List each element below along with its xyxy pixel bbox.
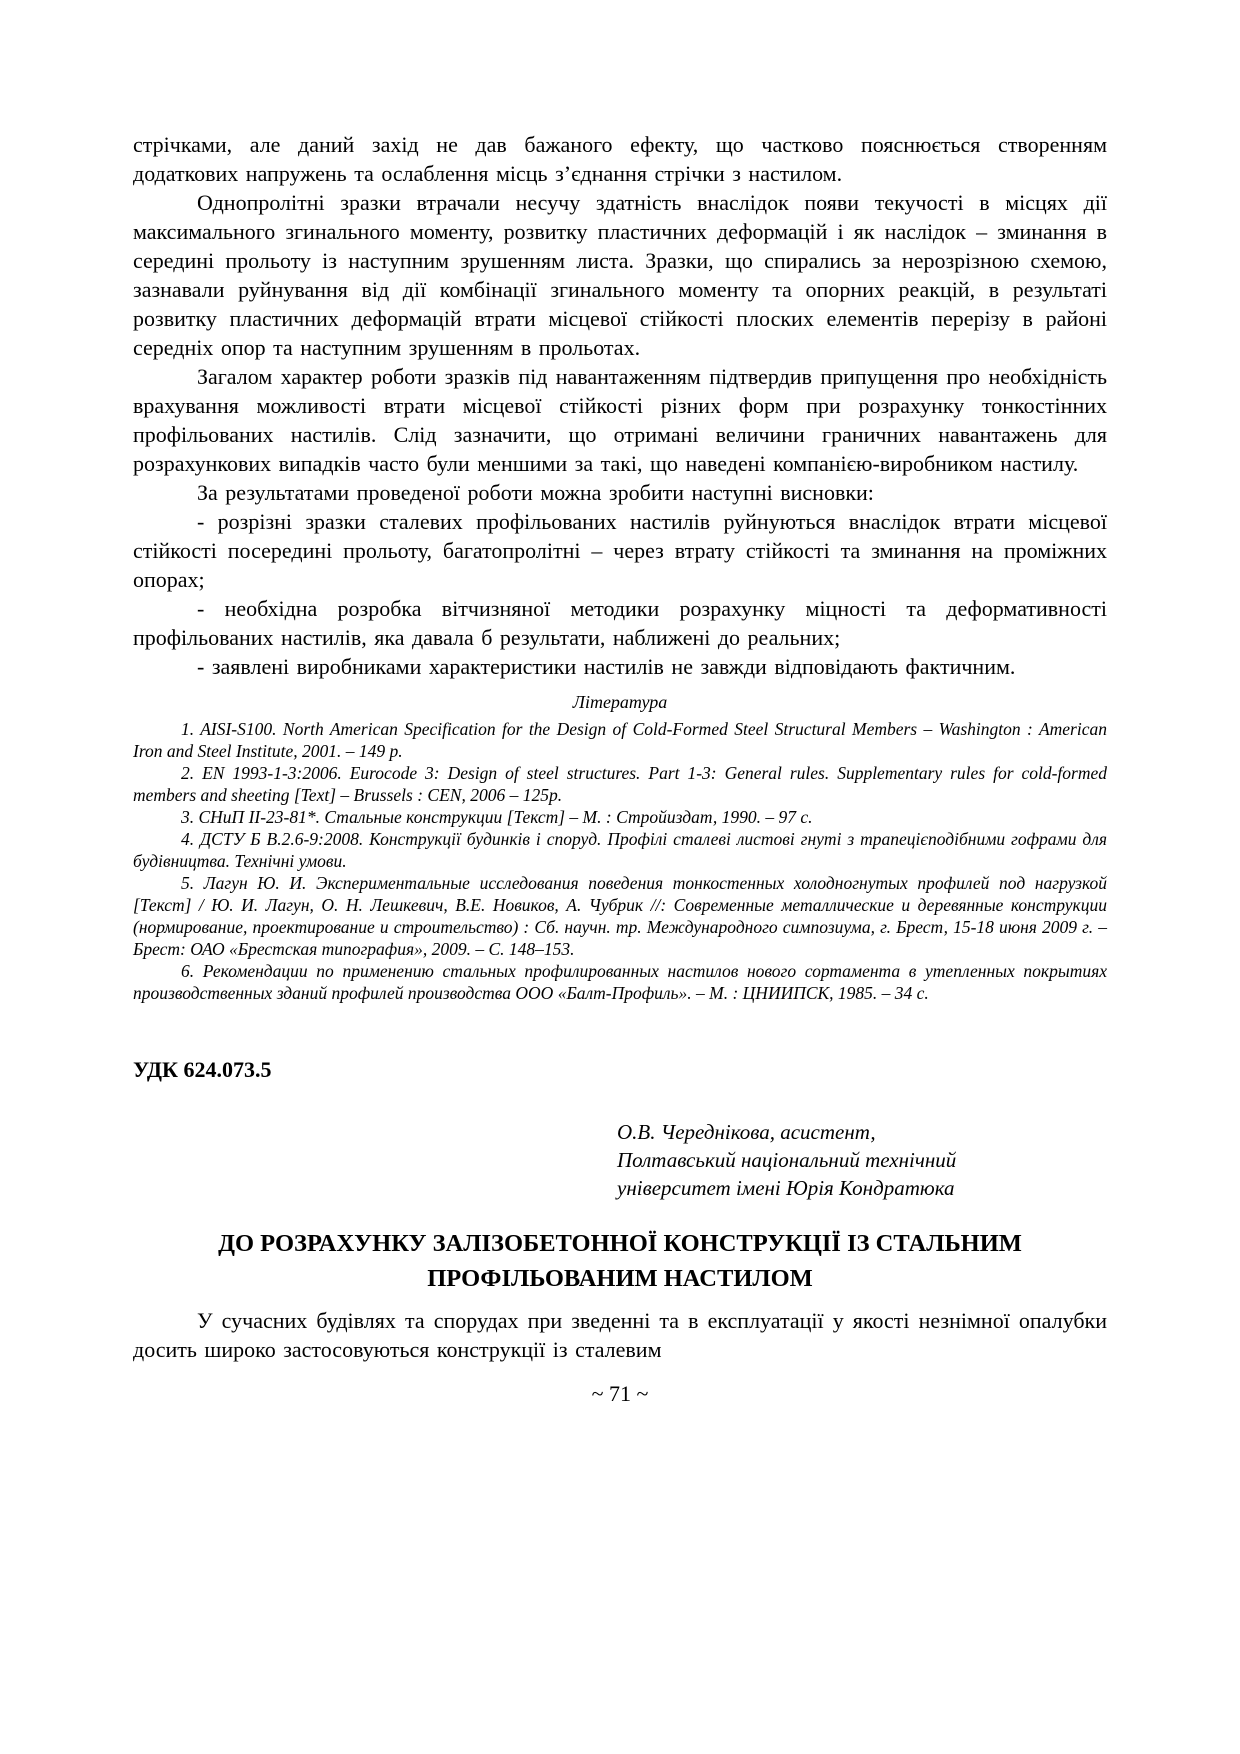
paragraph: Однопролітні зразки втрачали несучу здатність внаслідок появи текучості в місцях дії максимального згинального моменту, розвитку пластичних деформацій і як наслідок – зминання в середині прольоту із наступним зрушенням листа. Зразки, що спирались за нерозрізною схемою, зазнавали руйнування від дії комбінації згинального моменту та опорних реакцій, в результаті розвитку пластичних деформацій втрати місцевої стійкості плоских елементів перерізу в районі середніх опор та наступним зрушенням в прольотах. [133, 190, 1107, 360]
paragraph: стрічками, але даний захід не дав бажаного ефекту, що частково пояснюється створенням додаткових напружень та ослаблення місць з’єднання стрічки з настилом. [133, 132, 1107, 186]
paragraph: За результатами проведеної роботи можна зробити наступні висновки: [197, 480, 874, 505]
conclusion-item: - необхідна розробка вітчизняної методики розрахунку міцності та деформативності профільованих настилів, яка давала б результати, наближені до реальних; [133, 596, 1107, 650]
literature-item: 6. Рекомендации по применению стальных профилированных настилов нового сортамента в утепленных покрытиях производственных зданий профилей производства ООО «Балт-Профиль». – М. : ЦНИИПСК, 1985. – 34 с. [133, 961, 1107, 1003]
article-body [133, 130, 1107, 681]
literature-item: 3. СНиП II-23-81*. Стальные конструкции [Текст] – М. : Стройиздат, 1990. – 97 с. [181, 807, 813, 827]
literature-item: 4. ДСТУ Б В.2.6-9:2008. Конструкції будинків і споруд. Профілі сталеві листові гнуті з трапецієподібними гофрами для будівництва. Технічні умови. [133, 829, 1107, 871]
literature-section [133, 691, 1107, 1004]
literature-item: 1. AISI-S100. North American Specification for the Design of Cold-Formed Steel Structural Members – Washington : American Iron and Steel Institute, 2001. – 149 р. [133, 719, 1107, 761]
next-article-section [133, 1056, 1107, 1364]
author-line: університет імені Юрія Кондратюка [617, 1176, 955, 1200]
paragraph: Загалом характер роботи зразків під навантаженням підтвердив припущення про необхідність врахування можливості втрати місцевої стійкості різних форм при розрахунку тонкостінних профільованих настилів. Слід зазначити, що отримані величини граничних навантажень для розрахункових випадків часто були меншими за такі, що наведені компанією-виробником настилу. [133, 364, 1107, 476]
literature-item: 2. EN 1993-1-3:2006. Eurocode 3: Design of steel structures. Part 1-3: General rules. Supplementary rules for cold-formed members and sheeting [Text] – Brussels : CEN, 2006 – 125р. [133, 763, 1107, 805]
page-number: ~ 71 ~ [591, 1381, 649, 1406]
udc-code: УДК 624.073.5 [133, 1057, 272, 1082]
author-block [617, 1118, 967, 1202]
conclusion-item: - розрізні зразки сталевих профільованих настилів руйнуються внаслідок втрати місцевої стійкості посередині прольоту, багатопролітні – через втрату стійкості та зминання на проміжних опорах; [133, 509, 1107, 592]
conclusion-item: - заявлені виробниками характеристики настилів не завжди відповідають фактичним. [197, 654, 1016, 679]
article-title: ДО РОЗРАХУНКУ ЗАЛІЗОБЕТОННОЇ КОНСТРУКЦІЇ ІЗ СТАЛЬНИМ ПРОФІЛЬОВАНИМ НАСТИЛОМ [218, 1230, 1022, 1292]
literature-heading: Література [572, 692, 668, 712]
literature-item: 5. Лагун Ю. И. Экспериментальные исследования поведения тонкостенных холодногнутых профилей под нагрузкой [Текст] / Ю. И. Лагун, О. Н. Лешкевич, В.Е. Новиков, А. Чубрик //: Современные металлические и деревянные конструкции (нормирование, проектирование и строительство) : Сб. научн. тр. Международного симпозиума, г. Брест, 15-18 июня 2009 г. – Брест: ОАО «Брестская типография», 2009. – С. 148–153. [133, 873, 1107, 959]
author-line: Полтавський національний технічний [617, 1148, 957, 1172]
paragraph: У сучасних будівлях та спорудах при зведенні та в експлуатації у якості незнімної опалубки досить широко застосовуються конструкції із сталевим [133, 1308, 1107, 1362]
author-line: О.В. Череднікова, асистент, [617, 1120, 876, 1144]
